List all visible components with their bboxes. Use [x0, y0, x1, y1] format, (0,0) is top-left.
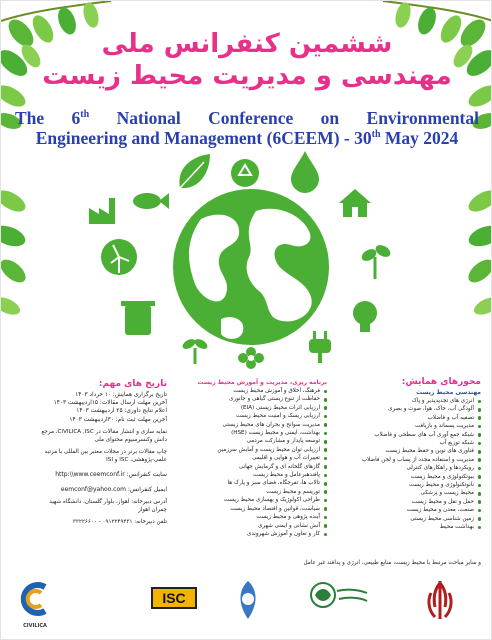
important-dates: [9, 379, 167, 526]
flower-icon: [238, 347, 264, 369]
topic-item: شبکه جمع آوری آب های سطحی و فاضلاب: [331, 431, 481, 439]
planning-item: گازهای گلخانه ای و گرمایش جهانی: [171, 463, 327, 471]
isc-logo: [151, 587, 197, 609]
factory-icon: [89, 198, 115, 224]
house-icon: [339, 189, 371, 217]
shahid-chamran-university-logo: [301, 579, 371, 627]
topic-item: حمل و نقل و محیط زیست: [331, 498, 481, 506]
planning-item: ارزیابی توان محیط زیست و آمایش سرزمین: [171, 446, 327, 454]
date-line: تاریخ برگزاری همایش: ۱۰ خرداد ۱۴۰۳: [75, 392, 167, 398]
organization-emblem-logo: [233, 579, 263, 627]
conference-topics: [331, 377, 481, 532]
dates-list: [9, 391, 167, 424]
planning-item: تالاب ها، تفرجگاه، فضای سبز و پارک ها: [171, 479, 327, 487]
leaves-left-decoration: [1, 181, 61, 341]
planning-item: پافندهبرعامل و محیط زیست: [171, 471, 327, 479]
topic-item: مدیریت پسماند و بازیافت: [331, 422, 481, 430]
planning-item: ارزیابی ریسک و امنیت محیط زیست: [171, 412, 327, 420]
planning-item: ارزیابی اثرات محیط زیستی (EIA): [171, 404, 327, 412]
plant-icon: [360, 243, 393, 279]
lightbulb-icon: [353, 301, 377, 332]
planning-item: مدیریت سوانح و بحران های محیط زیستی: [171, 421, 327, 429]
topic-item: آلودگی آب، خاک، هوا، صوت و بصری: [331, 405, 481, 413]
leaf-icon: [179, 154, 210, 188]
logos-bar: [1, 571, 492, 640]
date-line: آخرین مهلت ثبت نام: ۳۰اردیبهشت ۱۴۰۳: [69, 416, 167, 423]
title-english-line1: The 6th National Conference on Environmental: [15, 107, 479, 128]
wind-turbine-icon: [101, 239, 137, 275]
date-line: آخرین مهلت ارسال مقالات: ۱۵اردیبهشت ۱۴۰۳: [53, 400, 167, 407]
plug-icon: [309, 331, 331, 363]
dates-heading: تاریخ های مهم:: [98, 379, 167, 389]
globe-icon: [173, 189, 329, 345]
phone: تلفن دبیرخانه: ۰۹۱۲۲۴۹۴۳۱ - ۳۳۲۲۶۶۰۰: [72, 518, 167, 525]
planning-item: کار و تعاون و آموزش شهروندی: [171, 530, 327, 538]
email-link[interactable]: ایمیل کنفرانس: eemconf@yahoo.com: [60, 485, 167, 493]
planning-item: حفاظت از تنوع زیستی گیاهی و جانوری: [171, 395, 327, 403]
topic-item: زمین شناسی محیط زیستی: [331, 515, 481, 523]
civilica-logo: [15, 579, 55, 629]
planning-item: سیاست، قوانین و اقتصاد محیط زیست: [171, 505, 327, 513]
indexing-note: نمایه سازی و انتشار مقالات در CIVILICA ,ISC، مرجع دانش وکنسرسیوم محتوای ملی: [41, 428, 167, 443]
topic-item: شبکه توزیع آب: [331, 439, 481, 447]
recycle-bin-icon: [121, 301, 155, 335]
planning-item: فرهنگ، اخلاق و آموزش محیط زیست: [171, 387, 327, 395]
date-line: اعلام نتایج داوری: ۲۵ اردیبهشت ۱۴۰۳: [76, 408, 167, 415]
topic-item: صنعت، معدن و محیط زیست: [331, 506, 481, 514]
globe-illustration: [71, 149, 431, 374]
planning-item: آینده پژوهی و محیط زیست: [171, 513, 327, 521]
civilica-label: CIVILICA: [23, 623, 47, 629]
planning-item: آتش نشانی و ایمنی شهری: [171, 522, 327, 530]
planning-item: طراحی اکولوژیک و بهسازی محیط زیست: [171, 496, 327, 504]
topic-item: بیوتکنولوژی و محیط زیست: [331, 473, 481, 481]
iran-emblem-logo: [423, 579, 457, 629]
topic-item: انرژی های تجدیدپذیر و پاک: [331, 397, 481, 405]
address: آدرس دبیرخانه: اهواز، بلوار گلستان، دانشگاه شهید چمران اهواز: [49, 498, 167, 513]
title-english-line2: Engineering and Management (6CEEM) - 30th May 2024: [35, 127, 459, 148]
topics-list: [331, 397, 481, 532]
title-persian-line1: ششمین کنفرانس ملی: [101, 29, 393, 59]
planning-list: [171, 387, 327, 538]
water-drop-icon: [291, 151, 319, 193]
website-link[interactable]: سایت کنفرانس: http:\\www.ceemconf.ir: [55, 470, 167, 478]
topics-subheading: مهندسی محیط زیست: [416, 389, 481, 396]
planning-item: تغییرات آب و هوایی و اقلیمی: [171, 454, 327, 462]
planning-item: توسعه پایدار و مشارکت مردمی: [171, 437, 327, 445]
topics-heading: محورهای همایش:: [401, 377, 481, 387]
isc-label: ISC: [162, 590, 186, 606]
topic-item: محیط زیست و پزشکی: [331, 489, 481, 497]
topic-item: نانوتکنولوژی و محیط زیست: [331, 481, 481, 489]
planning-subheading: برنامه ریزی، مدیریت و آموزش محیط زیست: [197, 379, 327, 386]
leaves-right-decoration: [433, 181, 492, 341]
topic-item: مدیریت و استفاده مجدد از پساب و لجن فاضلاب: [331, 456, 481, 464]
publication-note: چاپ مقالات برتر در مجلات معتبر بین المللی با مرتبه علمی-پژوهشی، ISC و ISI: [44, 448, 167, 463]
topics-footnote: و سایر مباحث مرتبط با محیط زیست، منابع طبیعی، انرژی و پدافند غیر عامل: [303, 560, 481, 566]
recycle-icon: [231, 159, 259, 187]
planning-item: بهداشت، ایمنی و محیط زیست (HSE): [171, 429, 327, 437]
planning-topics: [171, 379, 327, 538]
topic-item: رویکردها و راهکارهای کنترلی: [331, 464, 481, 472]
topic-item: بهداشت محیط: [331, 523, 481, 531]
fish-icon: [133, 193, 169, 209]
sprout-icon: [181, 337, 209, 364]
topic-item: فناوری های نوین و حفظ محیط زیست: [331, 447, 481, 455]
title-persian-line2: مهندسی و مدیریت محیط زیست: [42, 61, 452, 91]
planning-item: توریسم و محیط زیست: [171, 488, 327, 496]
topic-item: تصفیه آب و فاضلاب: [331, 414, 481, 422]
